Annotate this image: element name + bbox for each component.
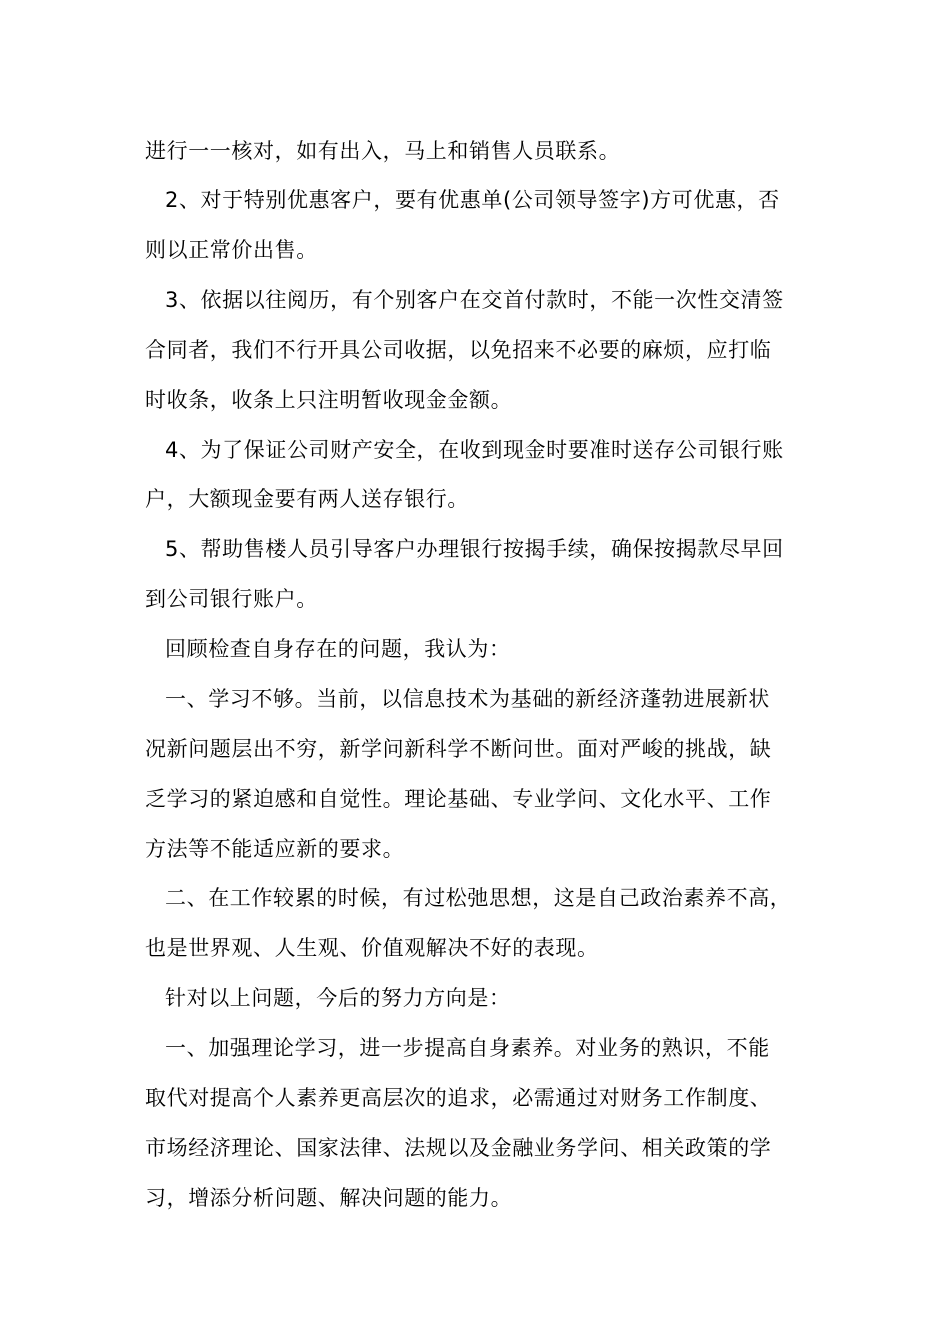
text-line: 针对以上问题，今后的努力方向是： [165, 986, 511, 1010]
text-line: 户，大额现金要有两人送存银行。 [145, 487, 469, 511]
text-line: 时收条，收条上只注明暂收现金金额。 [145, 388, 513, 412]
text-line: 乏学习的紧迫感和自觉性。理论基础、专业学问、文化水平、工作 [145, 787, 772, 811]
text-line: 况新问题层出不穷，新学问新科学不断问世。面对严峻的挑战，缺 [145, 737, 772, 761]
text-line: 4、为了保证公司财产安全，在收到现金时要准时送存公司银行账 [165, 438, 784, 462]
text-line: 也是世界观、人生观、价值观解决不好的表现。 [145, 936, 599, 960]
text-line: 一、加强理论学习，进一步提高自身素养。对业务的熟识，不能 [165, 1036, 770, 1060]
text-line: 市场经济理论、国家法律、法规以及金融业务学问、相关政策的学 [145, 1136, 772, 1160]
text-line: 合同者，我们不行开具公司收据，以免招来不必要的麻烦，应打临 [145, 338, 772, 362]
text-line: 5、帮助售楼人员引导客户办理银行按揭手续，确保按揭款尽早回 [165, 537, 784, 561]
text-line: 回顾检查自身存在的问题，我认为： [165, 637, 511, 661]
text-line: 3、依据以往阅历，有个别客户在交首付款时，不能一次性交清签 [165, 288, 784, 312]
text-line: 习，增添分析问题、解决问题的能力。 [145, 1186, 513, 1210]
text-line: 到公司银行账户。 [145, 587, 318, 611]
text-line: 取代对提高个人素养更高层次的追求，必需通过对财务工作制度、 [145, 1086, 772, 1110]
text-line: 则以正常价出售。 [145, 238, 318, 262]
text-line: 一、学习不够。当前，以信息技术为基础的新经济蓬勃进展新状 [165, 687, 770, 711]
text-line: 方法等不能适应新的要求。 [145, 837, 405, 861]
text-line: 二、在工作较累的时候，有过松弛思想，这是自己政治素养不高， [165, 886, 792, 910]
text-line: 2、对于特别优惠客户，要有优惠单(公司领导签字)方可优惠，否 [165, 188, 780, 212]
text-line: 进行一一核对，如有出入，马上和销售人员联系。 [145, 139, 621, 163]
